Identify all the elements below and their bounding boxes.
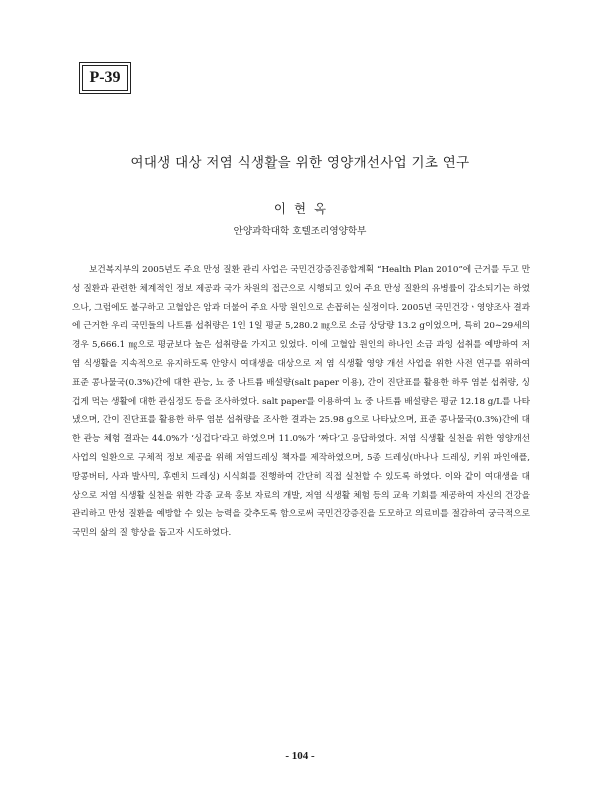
author-name: 이 현 옥 (273, 201, 327, 216)
page-code-box (79, 62, 131, 94)
abstract-paragraph: 보건복지부의 2005년도 주요 만성 질환 관리 사업은 국민건강증진종합계획 “Health Plan 2010”에 근거를 두고 만성 질환과 관련한 체계적인 정보 제공과 국가 차원의 접근으로 시행되고 있어 주요 만성 질환의 유병률이 감소되기는 하였으나, 그럼에도 불구하고 고혈압은 암과 더불어 주요 사망 원인으로 손꼽히는 실정이다. 2005년 국민건강ㆍ영양조사 결과에 근거한 우리 국민들의 나트륨 섭취량은 1인 1일 평균 5,280.2 ㎎으로 소금 상당량 13.2 g이었으며, 특히 20∼29세의 경우 5,666.1 ㎎으로 평균보다 높은 섭취량을 가지고 있었다. 이에 고혈압 원인의 하나인 소금 과잉 섭취를 예방하여 저 염 식생활을 지속적으로 유지하도록 안양시 여대생을 대상으로 저 염 식생활 영양 개선 사업을 위한 사전 연구를 위하여 표준 콩나물국(0.3%)간에 대한 관능, 뇨 중 나트륨 배설량(salt paper 이용), 간이 진단표를 활용한 하루 염분 섭취량, 싱겁게 먹는 생활에 대한 관심정도 등을 조사하였다. salt paper를 이용하여 뇨 중 나트륨 배설량은 평균 12.18 g/L를 나타냈으며, 간이 진단표를 활용한 하루 염분 섭취량을 조사한 결과는 25.98 g으로 나타났으며, 표준 콩나물국(0.3%)간에 대한 관능 체험 결과는 44.0%가 ‘싱겁다’라고 하였으며 11.0%가 ‘짜다’고 응답하였다. 저염 식생활 실천을 위한 영양개선 사업의 일환으로 구체적 정보 제공을 위해 저염드레싱 책자를 제작하였으며, 5종 드레싱(바나나 드레싱, 키위 파인애플, 땅콩버터, 사과 발사믹, 후렌치 드레싱) 시식회를 진행하여 간단히 직접 실천할 수 있도록 하였다. 이와 같이 여대생을 대상으로 저염 식생활 실천을 위한 각종 교육 홍보 자료의 개발, 저염 식생활 체험 등의 교육 기회를 제공하여 자신의 건강을 관리하고 만성 질환을 예방할 수 있는 능력을 갖추도록 함으로써 국민건강증진을 도모하고 의료비를 절감하여 궁극적으로 국민의 삶의 질 향상을 돕고자 시도하였다. (72, 265, 530, 539)
paper-title: 여대생 대상 저염 식생활을 위한 영양개선사업 기초 연구 (130, 155, 470, 171)
author-affiliation: 안양과학대학 호텔조리영양학부 (233, 226, 367, 237)
page-code: P-39 (89, 69, 121, 86)
page-number: - 104 - (285, 750, 315, 762)
